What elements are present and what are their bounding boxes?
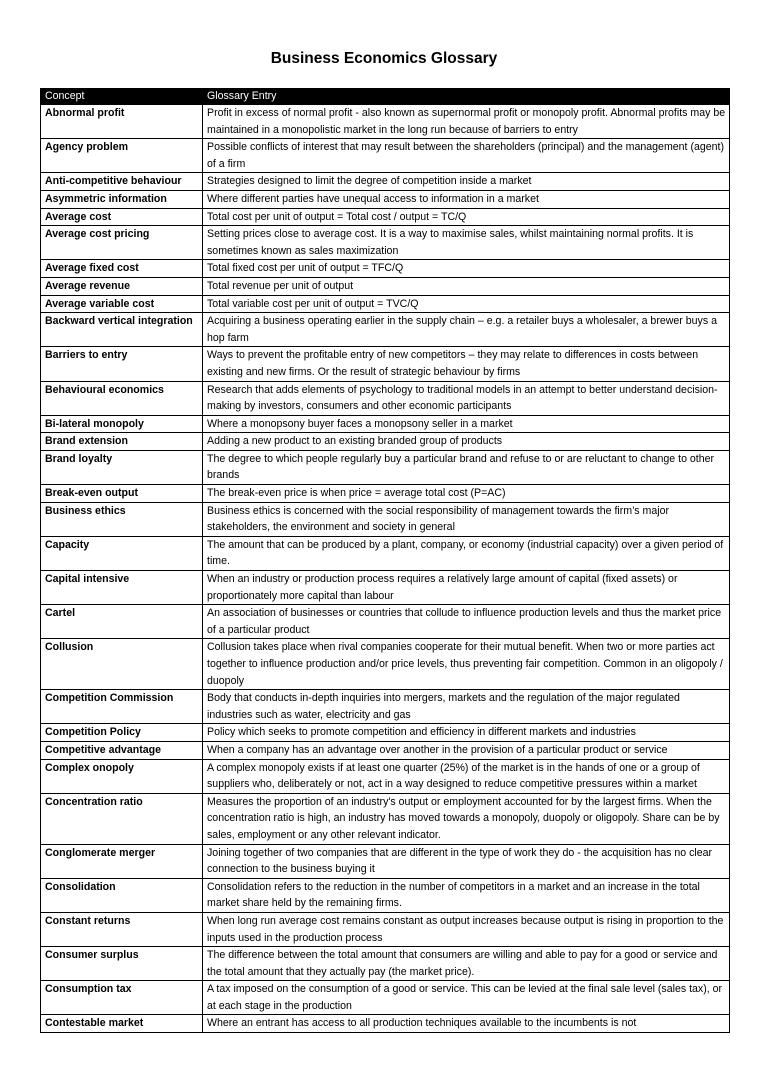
concept-cell: Average variable cost (41, 295, 203, 313)
concept-cell: Brand extension (41, 433, 203, 451)
concept-cell: Asymmetric information (41, 190, 203, 208)
concept-cell: Average cost (41, 208, 203, 226)
column-header-entry: Glossary Entry (203, 89, 730, 105)
table-row (41, 536, 730, 570)
definition-cell: Total revenue per unit of output (203, 277, 730, 295)
column-header-concept: Concept (41, 89, 203, 105)
concept-cell: Competitive advantage (41, 741, 203, 759)
definition-cell: Consolidation refers to the reduction in the number of competitors in a market and an increase in the total market share held by the remaining firms. (203, 878, 730, 912)
table-row (41, 347, 730, 381)
definition-cell: Possible conflicts of interest that may result between the shareholders (principal) and the management (agent) of a firm (203, 139, 730, 173)
concept-cell: Competition Policy (41, 724, 203, 742)
table-row (41, 485, 730, 503)
definition-cell: Setting prices close to average cost. It is a way to maximise sales, whilst maintaining normal profits. It is sometimes known as sales maximization (203, 226, 730, 260)
definition-cell: Measures the proportion of an industry's output or employment accounted for by the largest firms. When the concentration ratio is high, an industry has moved towards a monopoly, duopoly or oligopoly. Share can be by sales, employment or any other relevant indicator. (203, 793, 730, 844)
table-row (41, 605, 730, 639)
table-row (41, 724, 730, 742)
table-row (41, 139, 730, 173)
definition-cell: Acquiring a business operating earlier in the supply chain – e.g. a retailer buys a wholesaler, a brewer buys a hop farm (203, 313, 730, 347)
definition-cell: Research that adds elements of psychology to traditional models in an attempt to better understand decision-making by investors, consumers and other economic participants (203, 381, 730, 415)
concept-cell: Bi-lateral monopoly (41, 415, 203, 433)
table-row (41, 450, 730, 484)
concept-cell: Consumption tax (41, 981, 203, 1015)
definition-cell: When an industry or production process requires a relatively large amount of capital (fixed assets) or proportionately more capital than labour (203, 571, 730, 605)
concept-cell: Behavioural economics (41, 381, 203, 415)
concept-cell: Conglomerate merger (41, 844, 203, 878)
definition-cell: Business ethics is concerned with the social responsibility of management towards the firm’s major stakeholders, the environment and society in general (203, 502, 730, 536)
concept-cell: Capacity (41, 536, 203, 570)
table-row (41, 105, 730, 139)
table-row (41, 433, 730, 451)
table-row (41, 381, 730, 415)
definition-cell: Policy which seeks to promote competition and efficiency in different markets and industries (203, 724, 730, 742)
concept-cell: Anti-competitive behaviour (41, 173, 203, 191)
concept-cell: Collusion (41, 639, 203, 690)
definition-cell: Joining together of two companies that are different in the type of work they do - the acquisition has no clear connection to the business buying it (203, 844, 730, 878)
definition-cell: When a company has an advantage over another in the provision of a particular product or service (203, 741, 730, 759)
concept-cell: Average fixed cost (41, 260, 203, 278)
table-row (41, 690, 730, 724)
concept-cell: Abnormal profit (41, 105, 203, 139)
concept-cell: Capital intensive (41, 571, 203, 605)
concept-cell: Contestable market (41, 1015, 203, 1033)
page-title: Business Economics Glossary (270, 50, 498, 67)
table-row (41, 208, 730, 226)
table-row (41, 741, 730, 759)
table-row (41, 1015, 730, 1033)
definition-cell: Ways to prevent the profitable entry of new competitors – they may relate to differences in costs between existing and new firms. Or the result of strategic behaviour by firms (203, 347, 730, 381)
table-row (41, 912, 730, 946)
table-row (41, 260, 730, 278)
concept-cell: Complex onopoly (41, 759, 203, 793)
concept-cell: Business ethics (41, 502, 203, 536)
table-row (41, 571, 730, 605)
concept-cell: Break-even output (41, 485, 203, 503)
table-row (41, 793, 730, 844)
table-row (41, 313, 730, 347)
concept-cell: Brand loyalty (41, 450, 203, 484)
concept-cell: Consumer surplus (41, 947, 203, 981)
definition-cell: Profit in excess of normal profit - also known as supernormal profit or monopoly profit. Abnormal profits may be maintained in a monopolistic market in the long run because of barriers to entry (203, 105, 730, 139)
table-row (41, 878, 730, 912)
definition-cell: Collusion takes place when rival companies cooperate for their mutual benefit. When two or more parties act together to influence production and/or price levels, thus preventing fair competition. Common in an oligopoly / duopoly (203, 639, 730, 690)
table-row (41, 639, 730, 690)
definition-cell: Where a monopsony buyer faces a monopsony seller in a market (203, 415, 730, 433)
definition-cell: The difference between the total amount that consumers are willing and able to pay for a good or service and the total amount that they actually pay (the market price). (203, 947, 730, 981)
definition-cell: Where different parties have unequal access to information in a market (203, 190, 730, 208)
concept-cell: Agency problem (41, 139, 203, 173)
table-row (41, 190, 730, 208)
table-row (41, 226, 730, 260)
concept-cell: Constant returns (41, 912, 203, 946)
definition-cell: An association of businesses or countries that collude to influence production levels and thus the market price of a particular product (203, 605, 730, 639)
definition-cell: When long run average cost remains constant as output increases because output is rising in proportion to the inputs used in the production process (203, 912, 730, 946)
definition-cell: Where an entrant has access to all production techniques available to the incumbents is not (203, 1015, 730, 1033)
definition-cell: Body that conducts in-depth inquiries into mergers, markets and the regulation of the major regulated industries such as water, electricity and gas (203, 690, 730, 724)
concept-cell: Cartel (41, 605, 203, 639)
concept-cell: Average revenue (41, 277, 203, 295)
definition-cell: The amount that can be produced by a plant, company, or economy (industrial capacity) over a given period of time. (203, 536, 730, 570)
concept-cell: Concentration ratio (41, 793, 203, 844)
definition-cell: Total cost per unit of output = Total cost / output = TC/Q (203, 208, 730, 226)
concept-cell: Barriers to entry (41, 347, 203, 381)
concept-cell: Competition Commission (41, 690, 203, 724)
concept-cell: Backward vertical integration (41, 313, 203, 347)
definition-cell: A tax imposed on the consumption of a good or service. This can be levied at the final sale level (sales tax), or at each stage in the production (203, 981, 730, 1015)
definition-cell: Total fixed cost per unit of output = TFC/Q (203, 260, 730, 278)
table-row (41, 415, 730, 433)
definition-cell: Total variable cost per unit of output = TVC/Q (203, 295, 730, 313)
glossary-body (41, 105, 730, 1033)
table-row (41, 173, 730, 191)
definition-cell: The break-even price is when price = average total cost (P=AC) (203, 485, 730, 503)
table-header-row (41, 89, 730, 105)
table-row (41, 295, 730, 313)
definition-cell: A complex monopoly exists if at least one quarter (25%) of the market is in the hands of one or a group of suppliers who, deliberately or not, act in a way designed to reduce competitive pressures within a market (203, 759, 730, 793)
definition-cell: Strategies designed to limit the degree of competition inside a market (203, 173, 730, 191)
concept-cell: Consolidation (41, 878, 203, 912)
definition-cell: Adding a new product to an existing branded group of products (203, 433, 730, 451)
table-row (41, 844, 730, 878)
table-row (41, 981, 730, 1015)
table-row (41, 277, 730, 295)
table-row (41, 759, 730, 793)
definition-cell: The degree to which people regularly buy a particular brand and refuse to or are reluctant to change to other brands (203, 450, 730, 484)
glossary-table (40, 88, 730, 1033)
table-row (41, 947, 730, 981)
concept-cell: Average cost pricing (41, 226, 203, 260)
table-row (41, 502, 730, 536)
